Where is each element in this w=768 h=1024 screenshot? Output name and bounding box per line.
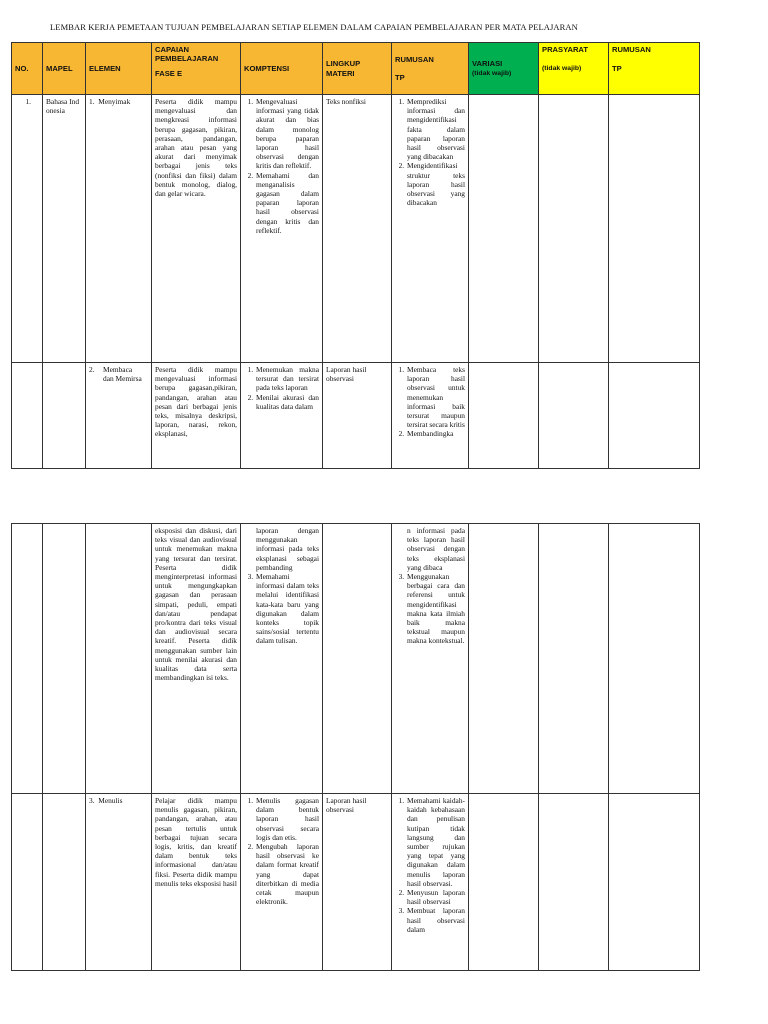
capaian-cell: Pelajar didik mampu menulis gagasan, pikiran, pandangan, arahan, atau pesan tertulis untuk berbagai tujuan secara logis, kritis, dan kreatif dalam bentuk teks informasional dan/atau fiksi. Peserta didik mampu menulis teks eksposisi hasil	[152, 794, 241, 971]
row-number	[12, 363, 43, 469]
mapel-cell	[43, 794, 86, 971]
header-capaian	[152, 43, 241, 95]
capaian-cell: Peserta didik mampu mengevaluasi dan mengkreasi informasi berupa gagasan, pikiran, perasaan, pandangan, arahan atau pesan yang akurat dari menyimak berbagai jenis teks (nonfiksi dan fiksi) dalam bentuk monolog, dialog, dan gelar wicara.	[152, 95, 241, 363]
lingkup-cell: Laporan hasil observasi	[323, 794, 392, 971]
elemen-number: 2.	[89, 365, 95, 374]
mapel-cell: Bahasa Indonesia	[43, 95, 86, 363]
list-item: 2. Memahami dan menganalisis gagasan dalam paparan laporan hasil observasi dengan kritis dan reflektif.	[255, 171, 319, 235]
row-number	[12, 95, 43, 363]
elemen-number: 3.	[89, 796, 95, 805]
kompetensi-cell	[241, 95, 323, 363]
mapping-table-page-2	[11, 523, 700, 971]
header-prasyarat-line2: (tidak wajib)	[542, 65, 582, 73]
prasyarat-cell	[539, 524, 609, 794]
kompetensi-cell	[241, 524, 323, 794]
list-item: 3. Membuat laporan hasil observasi dalam	[406, 906, 465, 934]
prasyarat-cell	[539, 95, 609, 363]
header-mapel: MAPEL	[43, 43, 86, 95]
rumusan-cell	[392, 363, 469, 469]
kompetensi-cell	[241, 794, 323, 971]
rumusan-tp-cell	[609, 363, 700, 469]
kompetensi-cell	[241, 363, 323, 469]
header-variasi-line2: (tidak wajib)	[472, 69, 512, 77]
capaian-cell: Peserta didik mampu mengevaluasi informasi berupa gagasan,pikiran, pandangan, arahan atau pesan dari berbagai jenis teks, misalnya deskripsi, laporan, narasi, rekon, eksplanasi,	[152, 363, 241, 469]
header-row	[12, 43, 700, 95]
variasi-cell	[469, 95, 539, 363]
prasyarat-cell	[539, 794, 609, 971]
list-item: 1. Membaca teks laporan hasil observasi untuk menemukan informasi baik tersurat maupun tersirat secara kritis	[406, 365, 465, 429]
header-prasyarat	[539, 43, 609, 95]
elemen-label: Membaca dan Memirsa	[103, 365, 142, 384]
lingkup-cell	[323, 524, 392, 794]
variasi-cell	[469, 524, 539, 794]
header-rumusan-tp-line2: TP	[612, 64, 622, 74]
rumusan-cell	[392, 95, 469, 363]
header-elemen: ELEMEN	[86, 43, 152, 95]
header-capaian-line1: CAPAIAN PEMBELAJARAN	[155, 45, 219, 64]
list-item: 2. Mengubah laporan hasil observasi ke dalam format kreatif yang dapat diterbitkan di media cetak maupun elektronik.	[255, 842, 319, 906]
list-item: 1. Menulis gagasan dalam bentuk laporan hasil observasi secara logis dan etis.	[255, 796, 319, 842]
header-lingkup: LINGKUP MATERI	[323, 43, 392, 95]
list-item: 1. Memahami kaidah-kaidah kebahasaan dan penulisan kutipan tidak langsung dan sumber rujukan yang tepat yang digunakan dalam menulis laporan hasil observasi.	[406, 796, 465, 888]
mapping-table-page-1	[11, 42, 700, 469]
prasyarat-cell	[539, 363, 609, 469]
row-number	[12, 794, 43, 971]
header-variasi	[469, 43, 539, 95]
table-row	[12, 95, 700, 363]
header-rumusan	[392, 43, 469, 95]
header-capaian-line2: FASE E	[155, 69, 183, 79]
header-no: NO.	[12, 43, 43, 95]
list-item: 2. Membandingka	[406, 429, 465, 438]
list-item: 3. Menggunakan berbagai cara dan referensi untuk mengidentifikasi makna kata ilmiah baik makna tekstual maupun makna kontekstual.	[406, 572, 465, 646]
list-item: 1. Menemukan makna tersurat dan tersirat pada teks laporan	[255, 365, 319, 393]
rumusan-cell	[392, 524, 469, 794]
mapel-cell	[43, 363, 86, 469]
elemen-cell	[86, 794, 152, 971]
table-row	[12, 363, 700, 469]
list-item: 2. Menilai akurasi dan kualitas data dalam	[255, 393, 319, 411]
elemen-cell	[86, 524, 152, 794]
mapel-cell	[43, 524, 86, 794]
kompetensi-continued: laporan dengan menggunakan informasi pada teks eksplanasi sebagai pembanding	[256, 526, 319, 572]
elemen-label: Menyimak	[98, 97, 131, 106]
list-item: 1. Memprediksi informasi dan mengidentifikasi fakta dalam paparan laporan hasil observasi yang dibacakan	[406, 97, 465, 161]
rumusan-tp-cell	[609, 95, 700, 363]
header-prasyarat-line1: PRASYARAT	[542, 45, 588, 54]
page-title: LEMBAR KERJA PEMETAAN TUJUAN PEMBELAJARAN SETIAP ELEMEN DALAM CAPAIAN PEMBELAJARAN PER MATA PELAJARAN	[50, 22, 578, 32]
header-variasi-line1: VARIASI	[472, 59, 503, 69]
lingkup-cell: Laporan hasil observasi	[323, 363, 392, 469]
list-item: 2. Menyusun laporan hasil observasi	[406, 888, 465, 906]
list-item: 2. Mengidentifikasi struktur teks laporan hasil observasi yang dibacakan	[406, 161, 465, 207]
list-item: 1. Mengevaluasi informasi yang tidak akurat dan bias dalam monolog berupa paparan laporan hasil observasi dengan kritis dan reflektif.	[255, 97, 319, 171]
lingkup-cell: Teks nonfiksi	[323, 95, 392, 363]
header-rumusan-tp	[609, 43, 700, 95]
table-row	[12, 524, 700, 794]
rumusan-cell	[392, 794, 469, 971]
table-row	[12, 794, 700, 971]
variasi-cell	[469, 363, 539, 469]
row-number-value: 1.	[25, 97, 31, 106]
elemen-number: 1.	[89, 97, 95, 106]
list-item: 3. Memahami informasi dalam teks melalui identifikasi kata-kata baru yang digunakan dalam konteks topik sains/sosial tertentu dalam tulisan.	[255, 572, 319, 646]
row-number	[12, 524, 43, 794]
elemen-cell	[86, 363, 152, 469]
capaian-cell: eksposisi dan diskusi, dari teks visual dan audiovisual untuk menemukan makna yang tersurat dan tersirat. Peserta didik menginterpretasi informasi untuk mengungkapkan gagasan dan perasaan simpati, peduli, empati dan/atau pendapat pro/kontra dari teks visual dan audiovisual secara kreatif. Peserta didik menggunakan sumber lain untuk menilai akurasi dan kualitas data serta membandingkan isi teks.	[152, 524, 241, 794]
elemen-cell	[86, 95, 152, 363]
elemen-label: Menulis	[98, 796, 123, 805]
rumusan-tp-cell	[609, 794, 700, 971]
header-rumusan-line2: TP	[395, 72, 405, 82]
header-kompetensi: KOMPTENSI	[241, 43, 323, 95]
header-rumusan-tp-line1: RUMUSAN	[612, 45, 651, 54]
rumusan-continued: n informasi pada teks laporan hasil observasi dengan teks eksplanasi yang dibaca	[407, 526, 465, 572]
variasi-cell	[469, 794, 539, 971]
rumusan-tp-cell	[609, 524, 700, 794]
header-rumusan-line1: RUMUSAN	[395, 55, 434, 65]
